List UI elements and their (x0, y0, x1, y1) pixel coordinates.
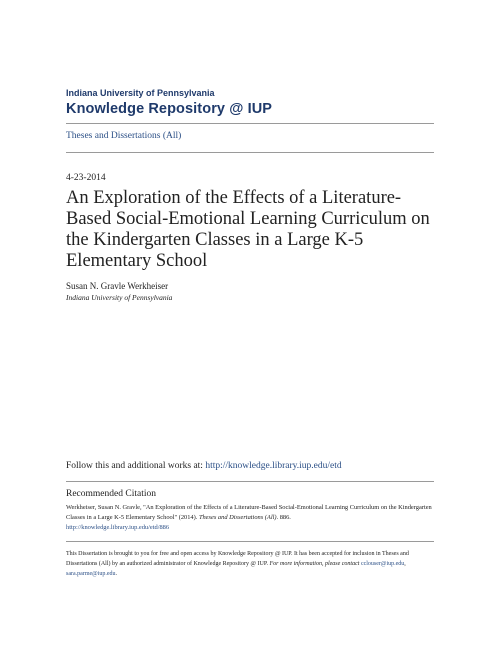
author-affiliation: Indiana University of Pennsylvania (66, 293, 173, 302)
divider (66, 541, 434, 542)
institution-name: Indiana University of Pennsylvania (66, 88, 215, 98)
notice-contact-text: For more information, please contact (269, 561, 360, 567)
notice-end: . (115, 571, 118, 577)
citation-body: Werkheiser, Susan N. Gravle, "An Exploration of the Effects of a Literature-Based Social-Emotional Learning Curriculum on the Kindergarten Classes in a Large K-5 Elementary School" (2014). (66, 504, 432, 521)
contact-email-2[interactable]: sara.parme@iup.edu (66, 571, 116, 577)
divider (66, 152, 434, 153)
divider (66, 481, 434, 482)
contact-email-1[interactable]: cclouser@iup.edu (360, 561, 405, 567)
citation-link[interactable]: http://knowledge.library.iup.edu/etd/886 (66, 524, 170, 531)
collection-link[interactable]: Theses and Dissertations (All) (66, 131, 182, 141)
author-name: Susan N. Gravle Werkheiser (66, 281, 169, 291)
recommended-citation-heading: Recommended Citation (66, 489, 156, 499)
access-notice (66, 549, 438, 579)
follow-link[interactable]: http://knowledge.library.iup.edu/etd (205, 461, 342, 471)
notice-body: This Dissertation is brought to you for free and open access by Knowledge Repository @ IUP. It has been accepted for inclusion in Theses and Dissertations (All) by an authorized administrator of Knowledge Repository @ IUP. (66, 551, 409, 567)
citation-end: . 886. (276, 514, 291, 521)
follow-prefix: Follow this and additional works at: (66, 461, 206, 471)
publication-date: 4-23-2014 (66, 173, 106, 183)
citation-text (66, 503, 438, 533)
follow-line (66, 461, 342, 471)
divider (66, 123, 434, 124)
document-title: An Exploration of the Effects of a Literature-Based Social-Emotional Learning Curriculum on the Kindergarten Classes in a Large K-5 Elementary School (66, 188, 430, 271)
repository-name[interactable]: Knowledge Repository @ IUP (66, 101, 273, 117)
citation-series: Theses and Dissertations (All) (198, 514, 277, 521)
notice-separator: , (404, 561, 406, 567)
